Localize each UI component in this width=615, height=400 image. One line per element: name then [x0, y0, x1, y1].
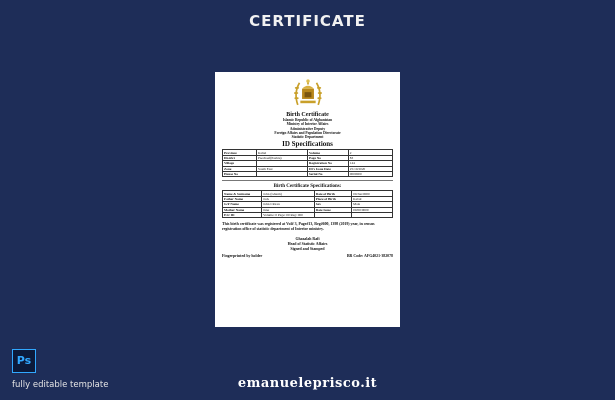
table-cell: Mother Name	[223, 207, 262, 212]
signatory-name: Ghazalah Rafi	[295, 237, 320, 242]
table-cell: Jack	[262, 196, 315, 201]
table-cell: 00/00/0000	[352, 207, 393, 212]
issuer-line: Administrative Deputy	[289, 126, 326, 131]
table-cell: ID's Issue Date	[308, 166, 349, 171]
table-cell: 00/Jan/0000	[352, 191, 393, 196]
table-cell: Male	[352, 202, 393, 207]
table-cell: Kabul	[257, 150, 308, 155]
table-cell: District	[223, 155, 257, 160]
table-cell: 83	[348, 155, 392, 160]
table-cell: Province	[223, 150, 257, 155]
table-cell: Sex	[314, 202, 351, 207]
table-cell: Father Name	[223, 196, 262, 201]
id-specifications-table	[222, 149, 393, 177]
table-cell: Date Issue	[314, 207, 351, 212]
signature-note: Signed and Stamped	[290, 247, 325, 252]
certificate-footer	[222, 254, 393, 258]
table-cell: E/tr ID	[223, 213, 262, 218]
issuer-line: Foreign Affairs and Population Directorate	[274, 130, 341, 135]
table-cell	[314, 213, 351, 218]
certificate-title: Birth Certificate	[286, 112, 329, 118]
table-cell: G/F Name	[223, 202, 262, 207]
table-cell: Village	[223, 161, 257, 166]
issuer-line: Islamic Republic of Afghanistan	[282, 118, 333, 122]
table-cell: Registration No	[308, 161, 349, 166]
divider	[222, 180, 393, 181]
table-cell: John Citiren	[262, 202, 315, 207]
issuer-line: Ministry of Interior Affairs	[286, 122, 329, 127]
registration-paragraph: This birth certificate was registered at Vol# 3, Page#13, Reg#600, 1398 (2019) year, in census registration office of statistic department of Interior ministry.	[222, 222, 375, 232]
website-link[interactable]: emanueleprisco.it	[237, 376, 378, 391]
table-cell: Place of Birth	[314, 196, 351, 201]
table-cell: House No	[223, 172, 257, 177]
issuer-line: Statistic Department	[291, 135, 324, 140]
table-row	[223, 213, 393, 218]
signatory-title: Head of Statistic Affairs	[287, 242, 328, 247]
table-cell: South East	[257, 166, 308, 171]
page-title: CERTIFICATE	[249, 12, 366, 30]
photoshop-icon: Ps	[12, 349, 36, 373]
table-row	[223, 172, 393, 177]
tagline: fully editable template	[12, 380, 109, 390]
table-cell: Serial No	[308, 172, 349, 177]
birth-specifications-heading: Birth Certificate Specifications:	[273, 184, 342, 190]
br-code: BR Code: AFG4021-382078	[346, 254, 393, 259]
table-cell: 144	[348, 161, 392, 166]
table-cell: Name & Surname	[223, 191, 262, 196]
table-cell: 0000000	[348, 172, 392, 177]
fingerprint-note: Fingerprinted by holder	[222, 254, 263, 259]
table-cell: Kabul	[352, 196, 393, 201]
signature-block	[222, 237, 393, 252]
table-cell: 25/10/2020	[348, 166, 392, 171]
table-cell: Paechaaf(Pashtu)	[257, 155, 308, 160]
table-cell	[352, 213, 393, 218]
table-cell: Volume: 0 Page: 00 Reg: 000	[262, 213, 315, 218]
table-cell: Volume	[308, 150, 349, 155]
table-cell: Page No	[308, 155, 349, 160]
emblem-icon	[291, 76, 325, 110]
table-cell: Jane	[262, 207, 315, 212]
table-cell: 2	[348, 150, 392, 155]
table-cell	[257, 172, 308, 177]
certificate-preview	[215, 72, 400, 327]
table-cell: Zone	[223, 166, 257, 171]
table-cell: John (Ghtem)	[262, 191, 315, 196]
table-cell: Date of Birth	[314, 191, 351, 196]
birth-specifications-table	[222, 190, 393, 218]
id-specifications-heading: ID Specifications	[282, 140, 333, 149]
